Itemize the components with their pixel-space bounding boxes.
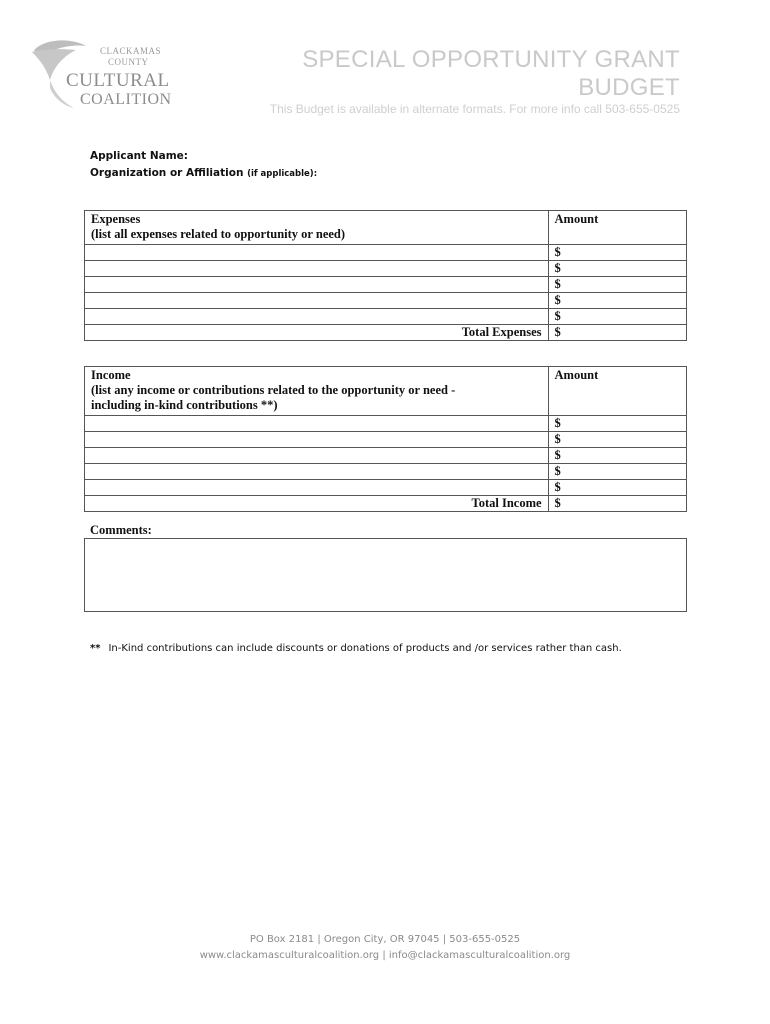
footnote-marker: ** (90, 643, 101, 654)
income-description-cell[interactable] (85, 432, 549, 448)
table-row[interactable] (85, 480, 687, 496)
footnote-text: In-Kind contributions can include discounts or donations of products and /or services rather than cash. (108, 643, 622, 654)
total-expenses-amount[interactable]: $ (548, 325, 686, 341)
table-row[interactable] (85, 464, 687, 480)
expense-amount-cell[interactable]: $ (548, 261, 686, 277)
logo-line-3: CULTURAL (66, 70, 170, 91)
expense-amount-cell[interactable]: $ (548, 309, 686, 325)
income-header: Income (list any income or contributions related to the opportunity or need - including in-kind contributions **) (85, 367, 549, 416)
expense-description-cell[interactable] (85, 309, 549, 325)
page-footer (0, 932, 770, 964)
expense-description-cell[interactable] (85, 277, 549, 293)
total-income-label: Total Income (85, 496, 549, 512)
alternate-formats-note: This Budget is available in alternate formats. For more info call 503-655-0525 (269, 102, 680, 116)
organization-note: (if applicable): (247, 169, 318, 179)
document-title (302, 46, 680, 102)
organization-label-line (90, 165, 317, 183)
table-row[interactable] (85, 448, 687, 464)
applicant-section (90, 148, 317, 183)
in-kind-footnote (90, 643, 622, 654)
income-table (84, 366, 687, 512)
table-row[interactable] (85, 309, 687, 325)
total-income-amount[interactable]: $ (548, 496, 686, 512)
expense-amount-cell[interactable]: $ (548, 277, 686, 293)
applicant-name-label: Applicant Name: (90, 150, 188, 162)
income-total-row (85, 496, 687, 512)
expense-amount-cell[interactable]: $ (548, 293, 686, 309)
income-amount-cell[interactable]: $ (548, 480, 686, 496)
income-description-cell[interactable] (85, 480, 549, 496)
table-row[interactable] (85, 432, 687, 448)
expense-description-cell[interactable] (85, 261, 549, 277)
income-amount-cell[interactable]: $ (548, 432, 686, 448)
table-row[interactable] (85, 277, 687, 293)
expenses-header-row (85, 211, 687, 245)
income-description-cell[interactable] (85, 448, 549, 464)
table-row[interactable] (85, 293, 687, 309)
comments-label: Comments: (90, 523, 152, 537)
income-description-cell[interactable] (85, 464, 549, 480)
comments-box[interactable] (84, 538, 687, 612)
table-row[interactable] (85, 416, 687, 432)
income-amount-cell[interactable]: $ (548, 464, 686, 480)
table-row[interactable] (85, 245, 687, 261)
expense-description-cell[interactable] (85, 293, 549, 309)
logo-line-1: CLACKAMAS (100, 46, 162, 56)
logo-line-4: COALITION (80, 91, 172, 108)
expenses-total-row (85, 325, 687, 341)
expenses-table (84, 210, 687, 341)
income-header-row (85, 367, 687, 416)
footer-address: PO Box 2181 | Oregon City, OR 97045 | 503-655-0525 (249, 934, 521, 945)
title-line-1: SPECIAL OPPORTUNITY GRANT (302, 46, 680, 73)
logo-line-2: COUNTY (108, 57, 149, 67)
title-line-2: BUDGET (578, 74, 680, 101)
expenses-amount-header: Amount (548, 211, 686, 245)
footer-contact: www.clackamasculturalcoalition.org | info@clackamasculturalcoalition.org (199, 950, 571, 961)
table-row[interactable] (85, 261, 687, 277)
expense-amount-cell[interactable]: $ (548, 245, 686, 261)
income-description-cell[interactable] (85, 416, 549, 432)
income-amount-cell[interactable]: $ (548, 448, 686, 464)
coalition-logo (28, 36, 198, 116)
income-amount-cell[interactable]: $ (548, 416, 686, 432)
expense-description-cell[interactable] (85, 245, 549, 261)
total-expenses-label: Total Expenses (85, 325, 549, 341)
income-amount-header: Amount (548, 367, 686, 416)
organization-label: Organization or Affiliation (90, 167, 244, 179)
expenses-header: Expenses (list all expenses related to opportunity or need) (85, 211, 549, 245)
